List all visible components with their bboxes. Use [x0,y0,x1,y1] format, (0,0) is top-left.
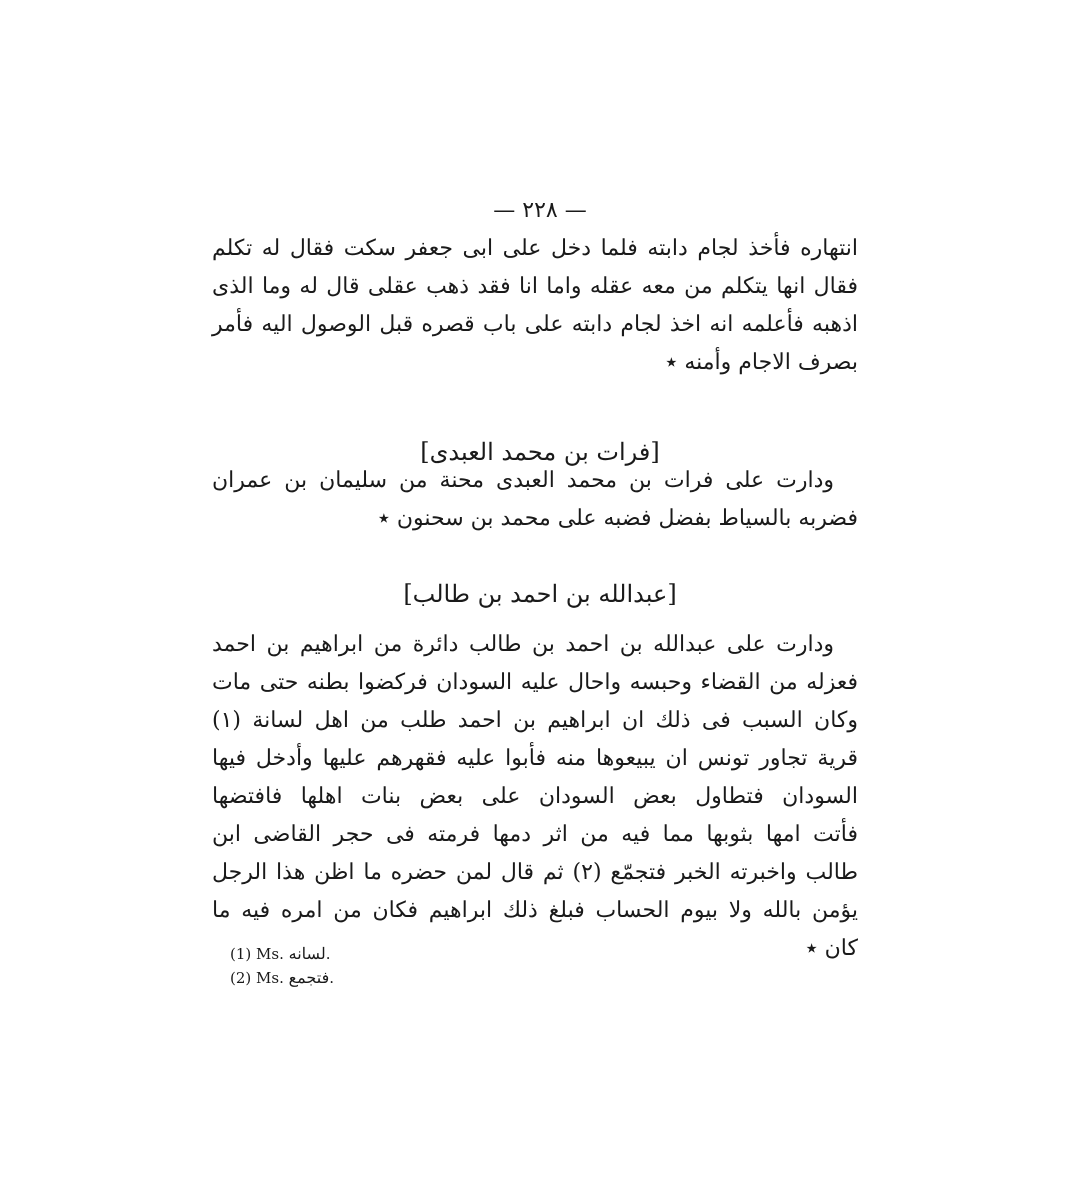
footnotes [230,942,530,990]
footnote-ms: Ms. [256,945,284,963]
text-line: ودارت على عبدالله بن احمد بن طالب دائرة من ابراهيم بن احمد [212,632,834,657]
text-line: اذهبه فأعلمه انه اخذ لجام دابته على باب قصره قبل الوصول اليه فأمر [212,312,858,337]
section-heading-abdallah: [عبدالله بن احمد بن طالب] [403,580,677,608]
text-line: طالب واخبرته الخبر فتجمّع (٢) ثم قال لمن حضره ما اظن هذا الرجل [212,860,859,885]
section-heading-furat: [فرات بن محمد العبدى] [420,438,660,466]
text-line: فقال انها يتكلم من معه عقله واما انا فقد ذهب عقلى قال له وما الذى [212,274,858,299]
text-line: فأتت امها بثوبها مما فيه من اثر دمها فرمته فى حجر القاضى ابن [212,822,858,847]
text-line: فضربه بالسياط بفضل فضبه على محمد بن سحنون ٭ [377,506,858,531]
text-line: يؤمن بالله ولا بيوم الحساب فبلغ ذلك ابراهيم فكان من امره فيه ما [212,898,858,923]
text-line: وكان السبب فى ذلك ان ابراهيم بن احمد طلب من اهل لسانة (١) [212,708,858,733]
paragraph-furat [212,462,858,538]
footnote [230,966,530,990]
footnote [230,942,530,966]
text-line: كان ٭ [805,936,858,961]
text-line: السودان فتطاول بعض السودان على بعض بنات اهلها فافتضها [212,784,858,809]
text-line: فعزله من القضاء وحبسه واحال عليه السودان فركضوا بطنه حتى مات [212,670,858,695]
text-line: ودارت على فرات بن محمد العبدى محنة من سليمان بن عمران [212,468,834,493]
text-line: انتهاره فأخذ لجام دابته فلما دخل على ابى جعفر سكت فقال له تكلم [212,236,858,261]
footnote-ms: Ms. [256,969,284,987]
paragraph-abdallah [212,626,858,968]
text-line: قرية تجاور تونس ان يبيعوها منه فأبوا عليه فقهرهم عليها وأدخل فيها [212,746,858,771]
footnote-marker: (1) [230,945,252,963]
text-line: بصرف الاجام وأمنه ٭ [665,350,858,375]
footnote-marker: (2) [230,969,252,987]
paragraph-continuation [212,230,858,382]
footnote-end: . [329,969,334,987]
footnote-word: لسانه [288,944,326,963]
page-number: — ٢٢٨ — [493,198,587,223]
footnote-word: فتجمع [288,968,330,987]
footnote-end: . [325,945,331,963]
